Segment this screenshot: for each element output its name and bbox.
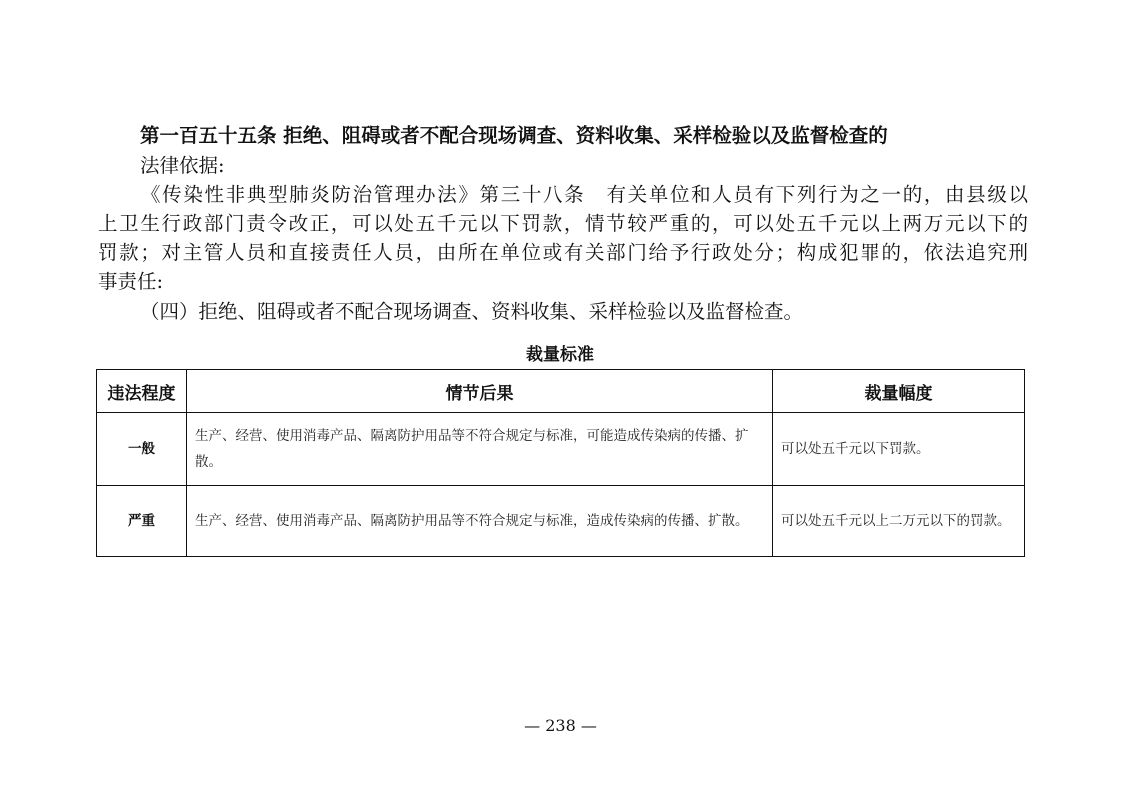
row-penalty: 可以处五千元以下罚款。 [773, 413, 1025, 486]
article-title: 第一百五十五条 拒绝、阻碍或者不配合现场调查、资料收集、采样检验以及监督检查的 [140, 124, 888, 147]
row-consequence: 生产、经营、使用消毒产品、隔离防护用品等不符合规定与标准，可能造成传染病的传播、扩散。 [187, 413, 773, 486]
table-header-row [97, 370, 1025, 413]
row-level: 一般 [97, 413, 187, 486]
legal-basis-label: 法律依据: [140, 154, 225, 177]
law-item-four: （四）拒绝、阻碍或者不配合现场调查、资料收集、采样检验以及监督检查。 [140, 300, 804, 323]
header-violation-degree: 违法程度 [97, 370, 187, 413]
table-row [97, 413, 1025, 486]
header-circumstances: 情节后果 [187, 370, 773, 413]
law-citation-line-2: 上卫生行政部门责令改正，可以处五千元以下罚款，情节较严重的，可以处五千元以上两万元以下的 [98, 212, 1028, 235]
row-penalty: 可以处五千元以上二万元以下的罚款。 [773, 486, 1025, 557]
page-number: — 238 — [524, 716, 597, 735]
header-penalty-range: 裁量幅度 [773, 370, 1025, 413]
law-citation-line-4: 事责任: [98, 270, 164, 293]
law-citation-line-1: 《传染性非典型肺炎防治管理办法》第三十八条 有关单位和人员有下列行为之一的，由县级以 [141, 183, 1028, 206]
table-caption: 裁量标准 [526, 345, 594, 365]
law-citation-line-3: 罚款；对主管人员和直接责任人员，由所在单位或有关部门给予行政处分；构成犯罪的，依法追究刑 [98, 241, 1028, 264]
discretion-standard-table [96, 369, 1025, 557]
table-row [97, 486, 1025, 557]
law-citation-paragraph [98, 180, 1028, 296]
row-consequence: 生产、经营、使用消毒产品、隔离防护用品等不符合规定与标准，造成传染病的传播、扩散。 [187, 486, 773, 557]
row-level: 严重 [97, 486, 187, 557]
